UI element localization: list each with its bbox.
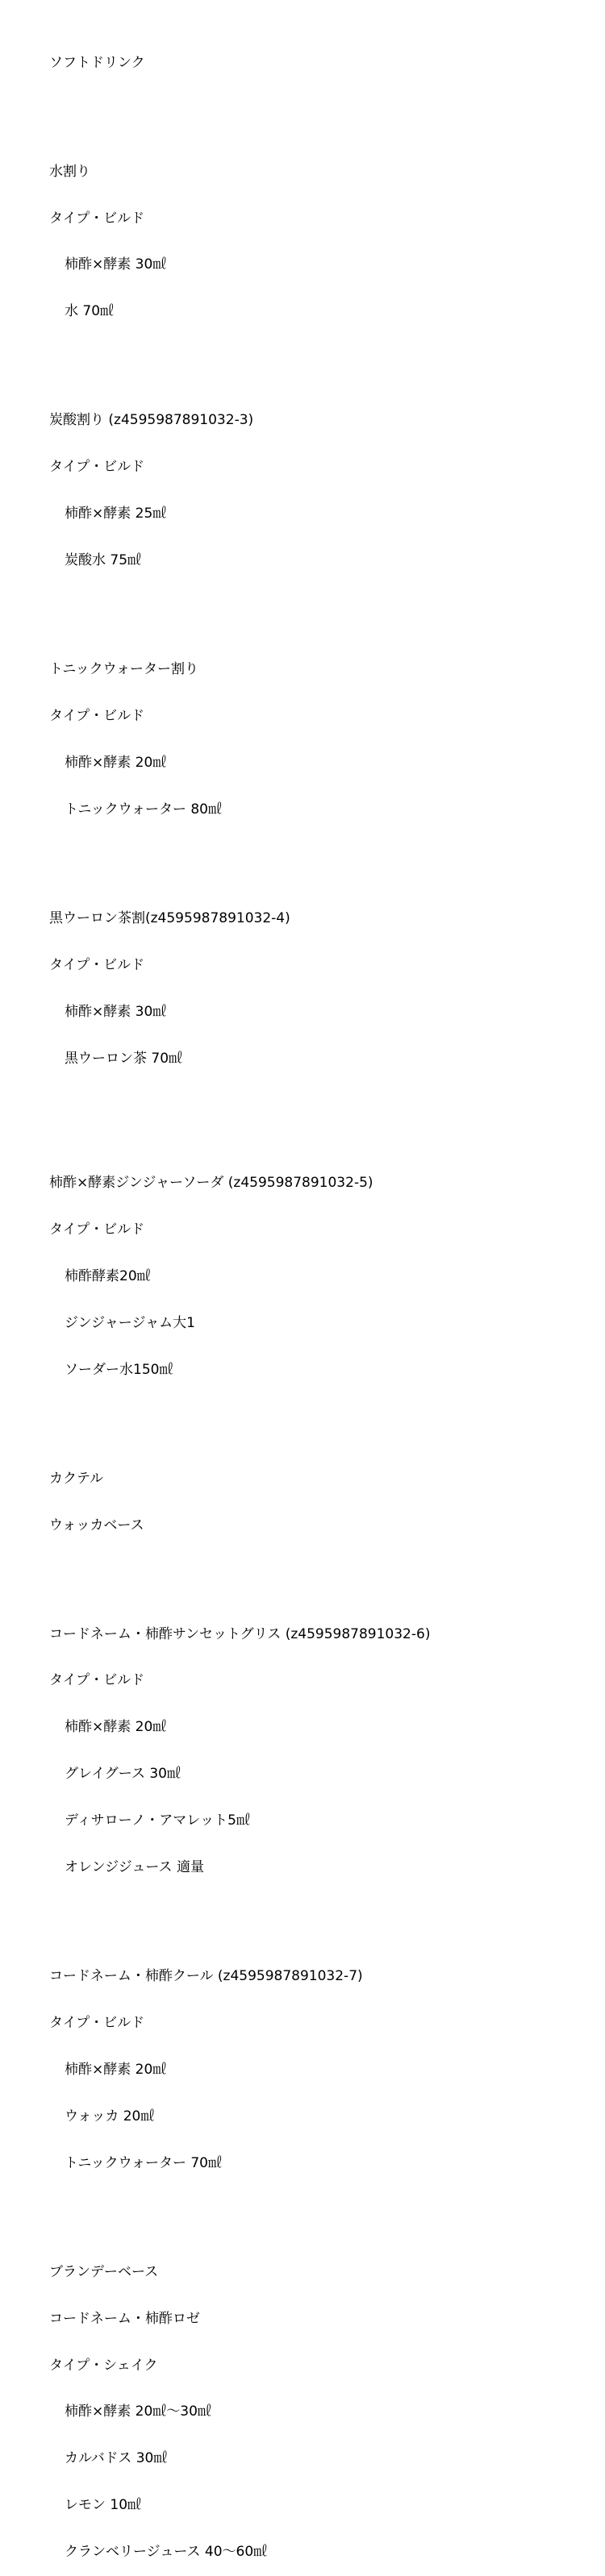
- blank-line: [49, 351, 590, 366]
- recipe-type: タイプ・ビルド: [49, 956, 145, 973]
- blank-line: [49, 1564, 590, 1579]
- recipe-type: タイプ・ビルド: [49, 459, 145, 476]
- section-heading-cocktail: カクテル: [49, 1470, 104, 1487]
- ingredient-line: ウォッカ 20㎖: [65, 2108, 155, 2124]
- ingredient-line: ジンジャージャム大1: [65, 1314, 195, 1331]
- ingredient-line: 炭酸水 75㎖: [65, 552, 142, 569]
- recipe-type: タイプ・シェイク: [49, 2357, 158, 2374]
- ingredient-line: レモン 10㎖: [65, 2497, 142, 2514]
- ingredient-line: 柿酢×酵素 25㎖: [65, 506, 167, 522]
- ingredient-line: クランベリージュース 40〜60㎖: [65, 2544, 268, 2561]
- recipe-type: タイプ・ビルド: [49, 1221, 145, 1238]
- recipe-title: コードネーム・柿酢サンセットグリス (z4595987891032-6): [49, 1625, 431, 1642]
- ingredient-line: 柿酢×酵素 20㎖: [65, 2061, 167, 2078]
- recipe-document: [49, 24, 590, 2576]
- ingredient-line: 柿酢×酵素 30㎖: [65, 256, 167, 273]
- recipe-title: 柿酢×酵素ジンジャーソーダ (z4595987891032-5): [49, 1174, 373, 1191]
- recipe-type: タイプ・ビルド: [49, 2015, 145, 2031]
- ingredient-line: ソーダー水150㎖: [65, 1361, 173, 1378]
- recipe-title: トニックウォーター割り: [49, 661, 198, 678]
- blank-line: [49, 1097, 590, 1129]
- ingredient-line: 柿酢×酵素 20㎖: [65, 1719, 167, 1736]
- section-heading-soft-drink: ソフトドリンク: [49, 54, 145, 71]
- blank-line: [49, 2203, 590, 2218]
- recipe-type: タイプ・ビルド: [49, 708, 145, 725]
- blank-line: [49, 1409, 590, 1424]
- ingredient-line: グレイグース 30㎖: [65, 1766, 181, 1783]
- blank-line: [49, 102, 590, 117]
- ingredient-line: 柿酢×酵素 20㎖〜30㎖: [65, 2403, 211, 2420]
- ingredient-line: 水 70㎖: [65, 303, 115, 320]
- subsection-heading-vodka: ウォッカベース: [49, 1517, 144, 1534]
- ingredient-line: 柿酢×酵素 30㎖: [65, 1003, 167, 1020]
- ingredient-line: 黒ウーロン茶 70㎖: [65, 1050, 183, 1067]
- recipe-title: コードネーム・柿酢ロゼ: [49, 2310, 200, 2327]
- recipe-title: 炭酸割り (z4595987891032-3): [49, 412, 254, 429]
- ingredient-line: ディサローノ・アマレット5㎖: [65, 1812, 250, 1829]
- recipe-title: コードネーム・柿酢クール (z4595987891032-7): [49, 1968, 363, 1985]
- ingredient-line: トニックウォーター 70㎖: [65, 2154, 222, 2171]
- recipe-title: 黒ウーロン茶割(z4595987891032-4): [49, 909, 290, 926]
- ingredient-line: 柿酢×酵素 20㎖: [65, 754, 167, 771]
- recipe-type: タイプ・ビルド: [49, 210, 145, 227]
- blank-line: [49, 600, 590, 615]
- recipe-title: 水割り: [49, 163, 90, 180]
- subsection-heading-brandy: ブランデーベース: [49, 2263, 159, 2280]
- ingredient-line: トニックウォーター 80㎖: [65, 801, 222, 818]
- recipe-type: タイプ・ビルド: [49, 1672, 145, 1689]
- blank-line: [49, 1907, 590, 1922]
- ingredient-line: オレンジジュース 適量: [65, 1859, 204, 1876]
- blank-line: [49, 849, 590, 864]
- ingredient-line: 柿酢酵素20㎖: [65, 1267, 151, 1284]
- ingredient-line: カルバドス 30㎖: [65, 2450, 168, 2467]
